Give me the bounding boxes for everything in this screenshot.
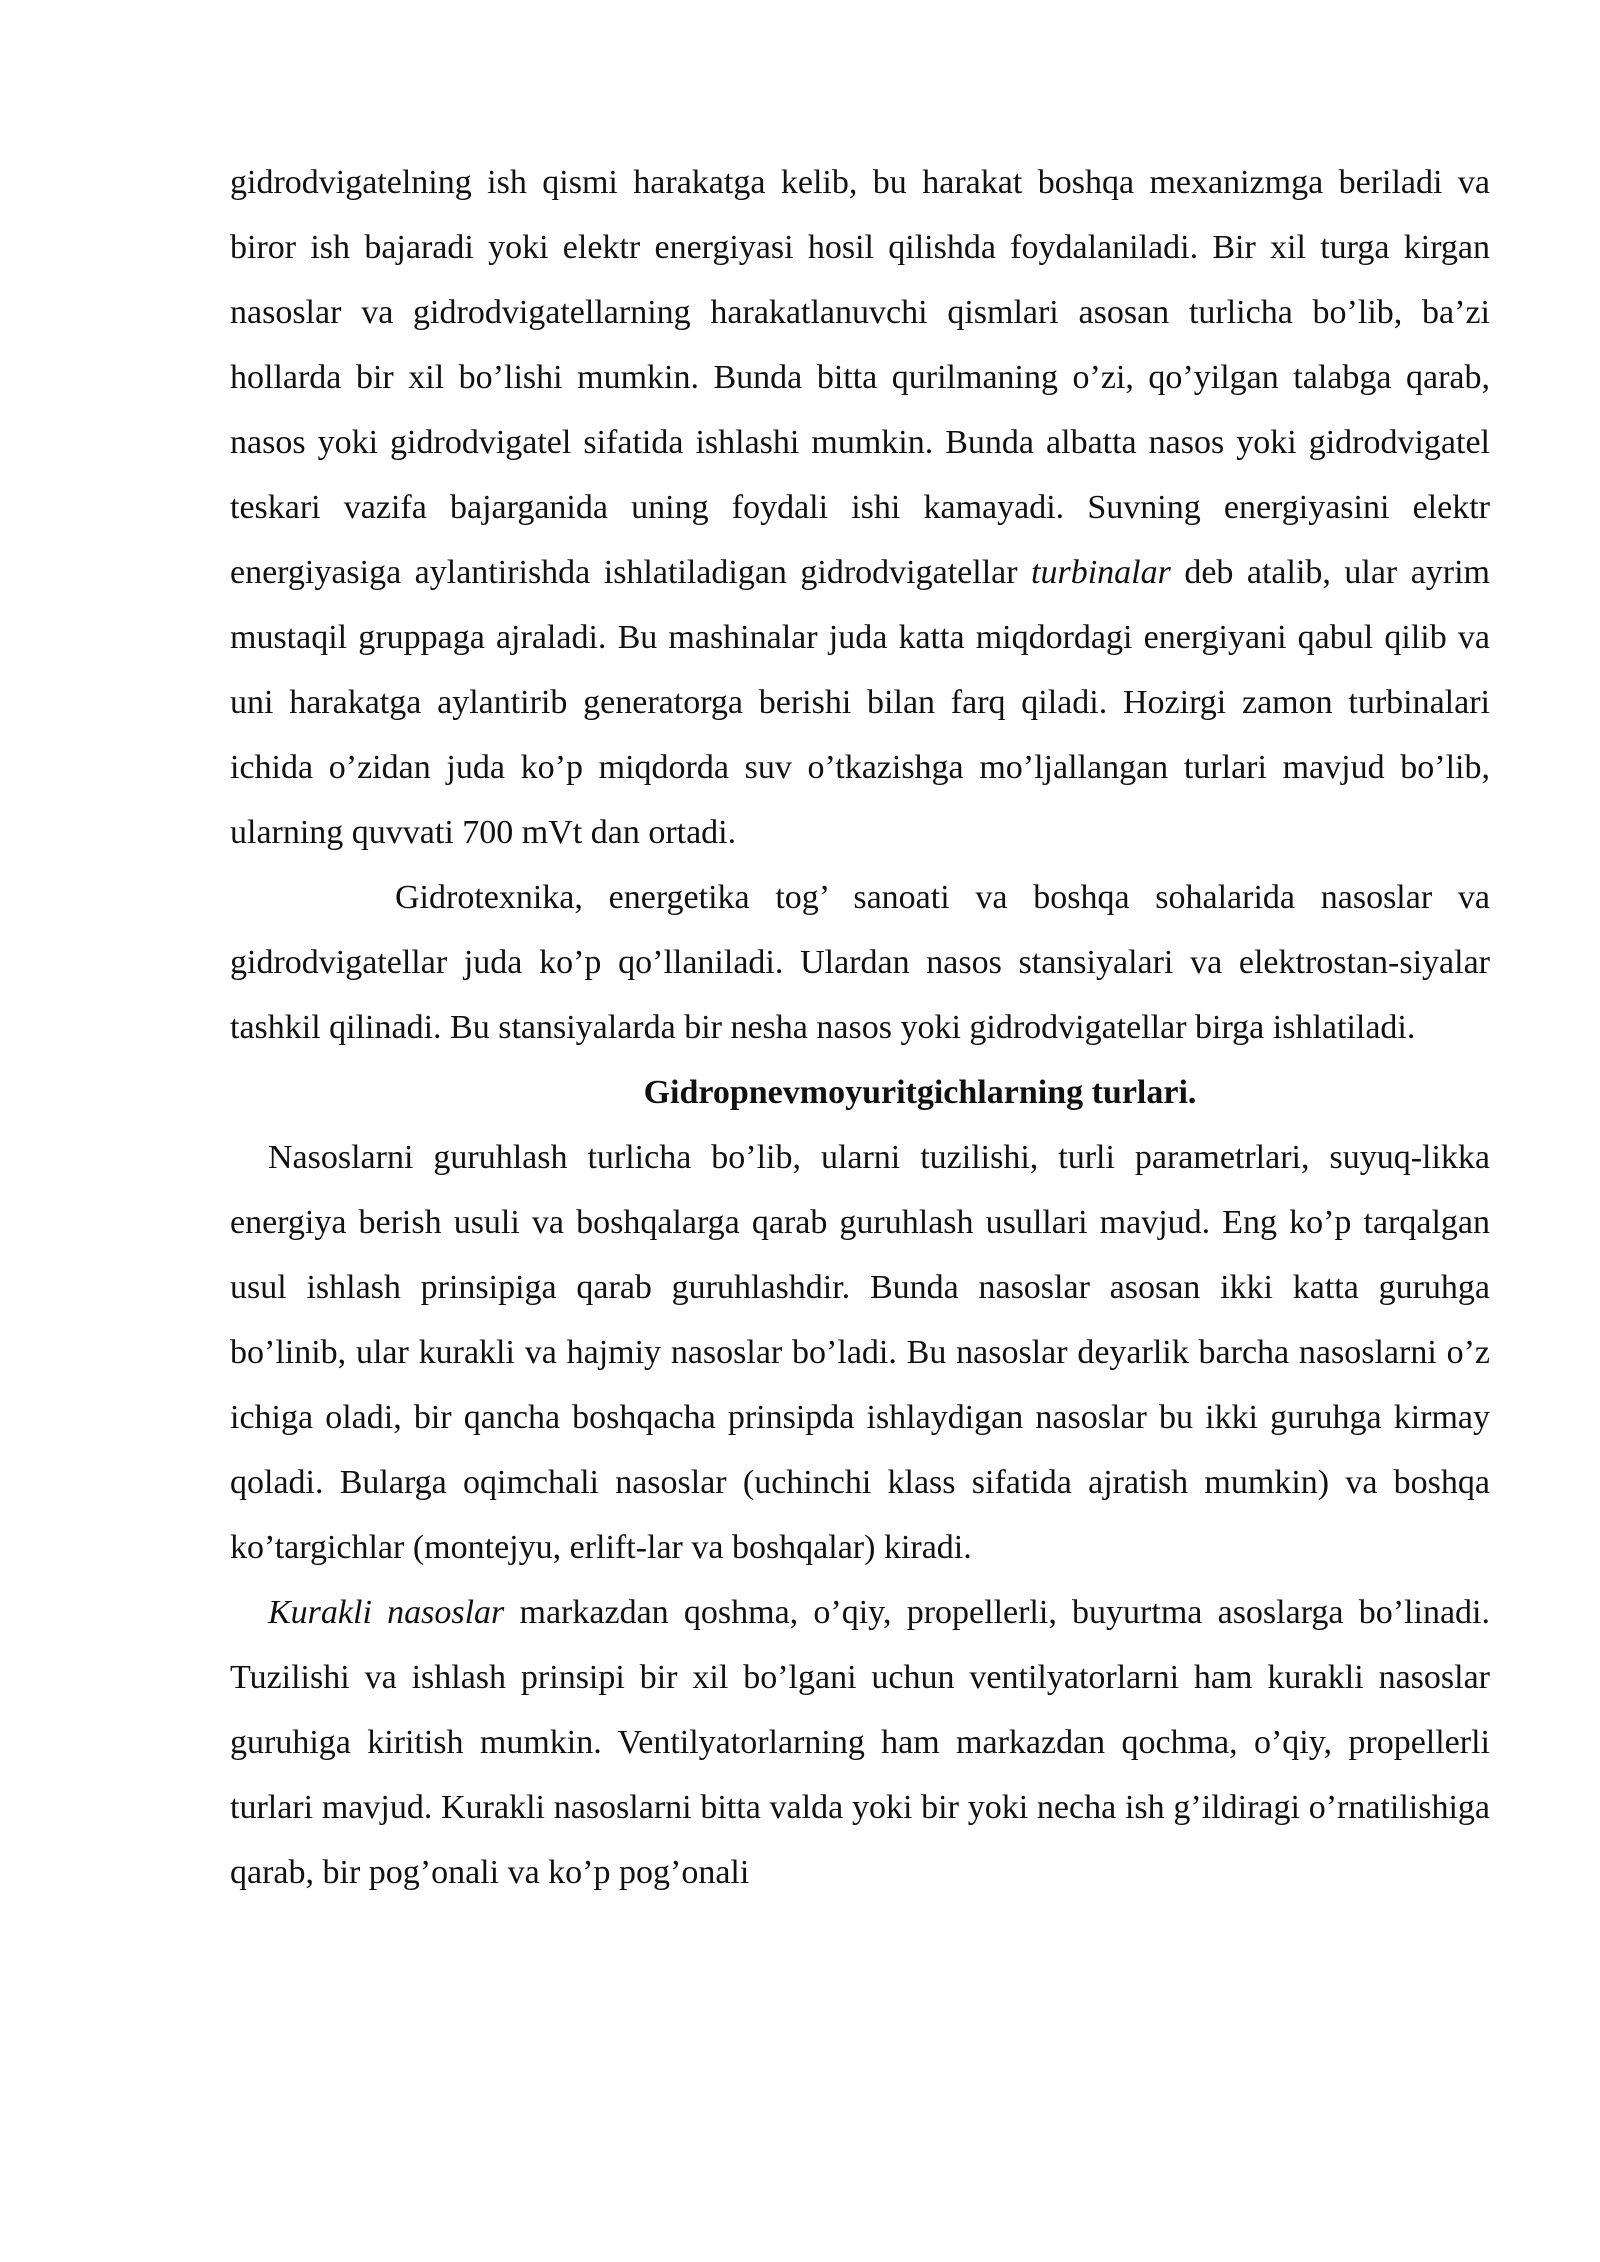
section-heading: Gidropnevmoyuritgichlarning turlari. — [643, 1074, 1197, 1111]
paragraph-vane-pumps — [230, 1580, 1490, 1905]
term-turbinalar: turbinalar — [1031, 554, 1171, 591]
paragraph-vane-pumps-text: markazdan qoshma, o’qiy, propellerli, buyurtma asoslarga bo’linadi. Tuzilishi va ishlash prinsipi bir xil bo’lgani uchun ventilyatorlarni ham kurakli nasoslar guruhiga kiritish mumkin. Ventilyatorlarning ham markazdan qochma, o’qiy, propellerli turlari mavjud. Kurakli nasoslarni bitta valda yoki bir yoki necha ish g’ildiragi o’rnatilishiga qarab, bir pog’onali va ko’p pog’onali — [230, 1594, 1490, 1891]
paragraph-turbines-text-b: deb atalib, ular ayrim mustaqil gruppaga ajraladi. Bu mashinalar juda katta miqdordagi energiyani qabul qilib va uni harakatga aylantirib generatorga berishi bilan farq qiladi. Hozirgi zamon turbinalari ichida o’zidan juda ko’p miqdorda suv o’tkazishga mo’ljallangan turlari mavjud bo’lib, ularning quvvati 700 mVt dan ortadi. — [230, 554, 1491, 851]
paragraph-pump-groups: Nasoslarni guruhlash turlicha bo’lib, ularni tuzilishi, turli parametrlari, suyuq-likka energiya berish usuli va boshqalarga qarab guruhlash usullari mavjud. Eng ko’p tarqalgan usul ishlash prinsipiga qarab guruhlashdir. Bunda nasoslar asosan ikki katta guruhga bo’linib, ular kurakli va hajmiy nasoslar bo’ladi. Bu nasoslar deyarlik barcha nasoslarni o’z ichiga oladi, bir qancha boshqacha prinsipda ishlaydigan nasoslar bu ikki guruhga kirmay qoladi. Bularga oqimchali nasoslar (uchinchi klass sifatida ajratish mumkin) va boshqa ko’targichlar (montejyu, erlift-lar va boshqalar) kiradi. — [230, 1139, 1490, 1566]
paragraph-turbines — [230, 150, 1490, 865]
term-kurakli-nasoslar: Kurakli nasoslar — [268, 1594, 505, 1631]
document-page — [230, 150, 1490, 1905]
paragraph-turbines-text-a: gidrodvigatelning ish qismi harakatga kelib, bu harakat boshqa mexanizmga beriladi va biror ish bajaradi yoki elektr energiyasi hosil qilishda foydalaniladi. Bir xil turga kirgan nasoslar va gidrodvigatellarning harakatlanuvchi qismlari asosan turlicha bo’lib, ba’zi hollarda bir xil bo’lishi mumkin. Bunda bitta qurilmaning o’zi, qo’yilgan talabga qarab, nasos yoki gidrodvigatel sifatida ishlashi mumkin. Bunda albatta nasos yoki gidrodvigatel teskari vazifa bajarganida uning foydali ishi kamayadi. Suvning energiyasini elektr energiyasiga aylantirishda ishlatiladigan gidrodvigatellar — [230, 164, 1490, 591]
paragraph-applications: Gidrotexnika, energetika tog’ sanoati va boshqa sohalarida nasoslar va gidrodvigatellar juda ko’p qo’llaniladi. Ulardan nasos stansiyalari va elektrostan-siyalar tashkil qilinadi. Bu stansiyalarda bir nesha nasos yoki gidrodvigatellar birga ishlatiladi. — [230, 879, 1490, 1046]
